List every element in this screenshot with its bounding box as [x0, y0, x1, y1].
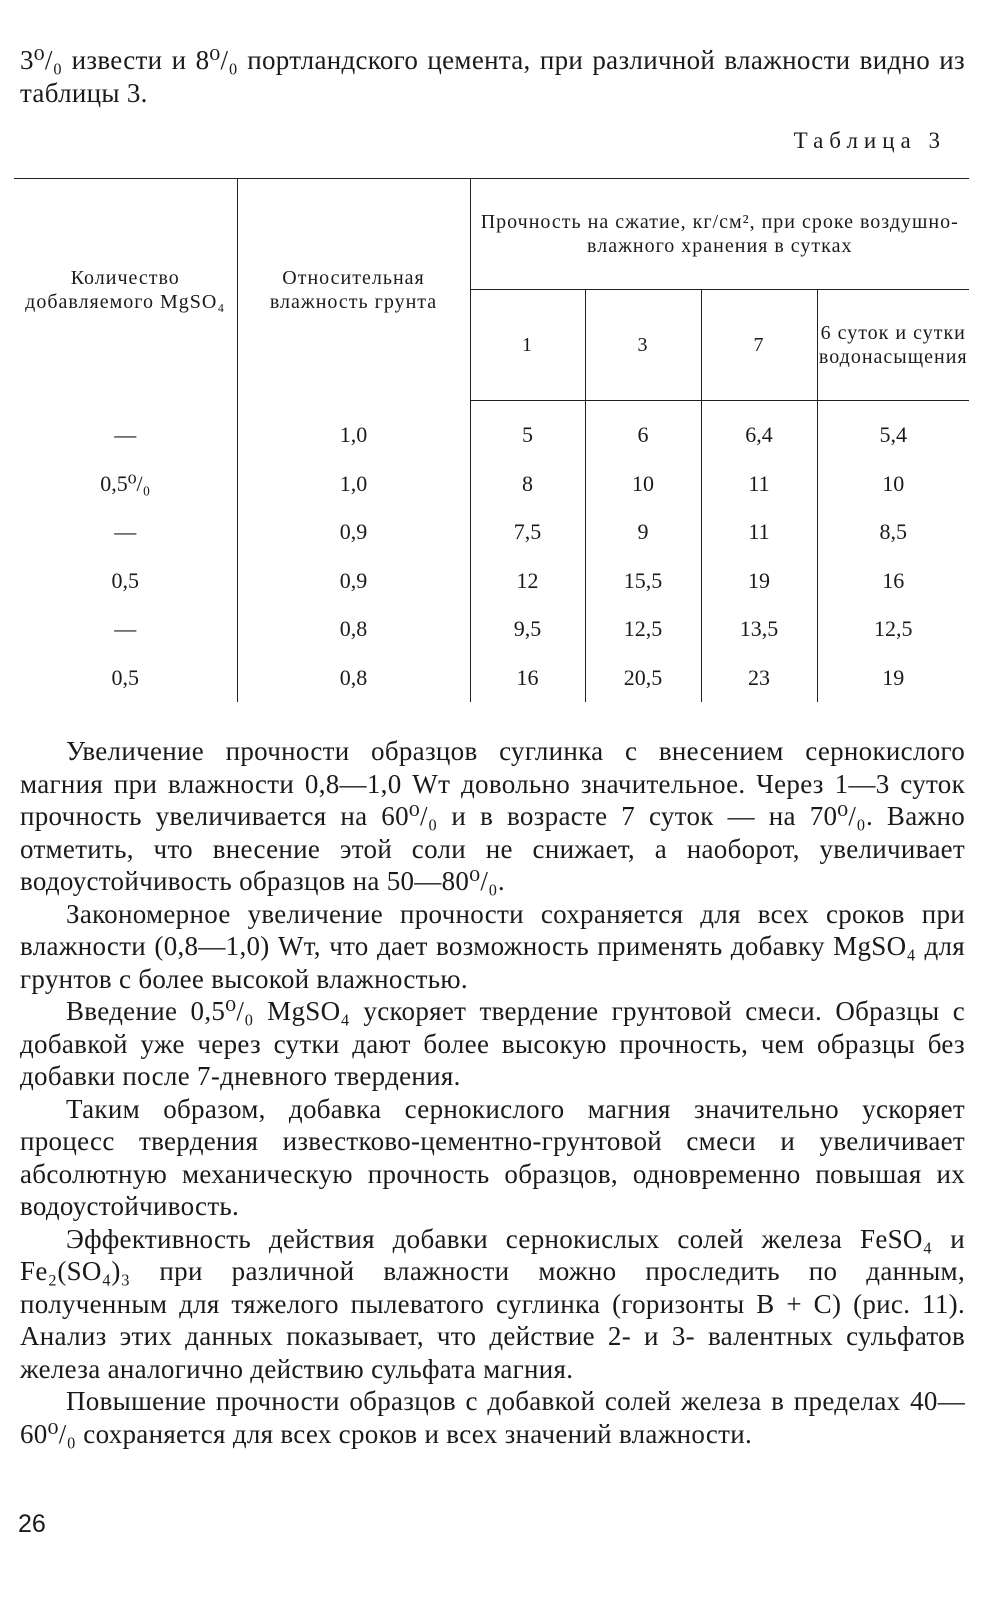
- table-row: [14, 605, 969, 654]
- table-cell: 5: [470, 401, 585, 460]
- data-table: [14, 178, 969, 702]
- table-caption: Таблица 3: [793, 128, 946, 153]
- table-cell: 0,8: [237, 654, 470, 703]
- header-day-3: 3: [585, 290, 701, 401]
- table-row: [14, 460, 969, 509]
- table-cell: 16: [817, 557, 969, 606]
- table-cell: 0,8: [237, 605, 470, 654]
- table-row: [14, 654, 969, 703]
- table-cell: 11: [701, 460, 817, 509]
- table-cell: 23: [701, 654, 817, 703]
- paragraph: Эффективность действия добавки сернокислых солей железа FeSO₄ и Fe₂(SO₄)₃ при различной влажности можно проследить по данным, полученным для тяжелого пылеватого суглинка (горизонты B + C) (рис. 11). Анализ этих данных показывает, что действие 2- и 3- валентных сульфатов железа аналогично действию сульфата магния.: [20, 1223, 965, 1384]
- table-cell: 0,9: [237, 557, 470, 606]
- header-strength-group: Прочность на сжатие, кг/см², при сроке воздушно-влажного хранения в сутках: [470, 179, 969, 290]
- table-cell: 15,5: [585, 557, 701, 606]
- table-cell: 9: [585, 508, 701, 557]
- header-water-saturation: 6 суток и сутки водонасыщения: [817, 290, 969, 401]
- page-number: 26: [18, 1510, 46, 1538]
- table-cell: —: [114, 422, 137, 447]
- table-cell: 1,0: [237, 460, 470, 509]
- table-cell: 10: [585, 460, 701, 509]
- intro-paragraph: 3⁰/₀ извести и 8⁰/₀ портландского цемента, при различной влажности видно из таблицы 3.: [20, 45, 965, 108]
- header-mgso4-amount: Количество добавляемого MgSO₄: [25, 266, 226, 313]
- paragraph: Введение 0,5⁰/₀ MgSO₄ ускоряет твердение грунтовой смеси. Образцы с добавкой уже через сутки дают более высокую прочность, чем образцы без добавки после 7-дневного твердения.: [20, 996, 965, 1091]
- table-cell: 9,5: [470, 605, 585, 654]
- table-cell: 10: [817, 460, 969, 509]
- body-text: [20, 735, 965, 1450]
- table-cell: —: [114, 519, 137, 545]
- table-cell: 0,9: [237, 508, 470, 557]
- table-cell: 12,5: [817, 605, 969, 654]
- table-row: [14, 401, 969, 460]
- table-cell: 11: [701, 508, 817, 557]
- table-cell: 20,5: [585, 654, 701, 703]
- paragraph: Закономерное увеличение прочности сохраняется для всех сроков при влажности (0,8—1,0) Wт, что дает возможность применять добавку MgSO₄ для грунтов с более высокой влажностью.: [20, 898, 965, 994]
- table-cell: 8: [470, 460, 585, 509]
- header-day-1: 1: [470, 290, 585, 401]
- table-cell: 6: [585, 401, 701, 460]
- table-cell: 8,5: [817, 508, 969, 557]
- table-cell: 12: [470, 557, 585, 606]
- paragraph: Таким образом, добавка сернокислого магния значительно ускоряет процесс твердения известково-цементно-грунтовой смеси и увеличивает абсолютную механическую прочность образцов, одновременно повышая их водоустойчивость.: [20, 1093, 965, 1221]
- table-cell: —: [114, 616, 137, 642]
- table-cell: 5,4: [817, 401, 969, 460]
- table-cell: 7,5: [470, 508, 585, 557]
- table-cell: 12,5: [585, 605, 701, 654]
- table-cell: 6,4: [701, 401, 817, 460]
- paragraph: Увеличение прочности образцов суглинка с внесением сернокислого магния при влажности 0,8—1,0 Wт довольно значительное. Через 1—3 суток прочность увеличивается на 60⁰/₀ и в возрасте 7 суток — на 70⁰/₀. Важно отметить, что внесение этой соли не снижает, а наоборот, увеличивает водоустойчивость образцов на 50—80⁰/₀.: [20, 736, 965, 896]
- table-cell: 0,5: [111, 664, 139, 690]
- table-row: [14, 557, 969, 606]
- table-row: [14, 508, 969, 557]
- header-day-7: 7: [701, 290, 817, 401]
- table-cell: 19: [817, 654, 969, 703]
- table-cell: 0,5: [111, 567, 139, 593]
- table-cell: 0,5⁰/₀: [100, 470, 151, 496]
- paragraph: Повышение прочности образцов с добавкой солей железа в пределах 40—60⁰/₀ сохраняется для всех сроков и всех значений влажности.: [20, 1386, 965, 1449]
- table-cell: 1,0: [237, 401, 470, 460]
- table-cell: 19: [701, 557, 817, 606]
- table-cell: 13,5: [701, 605, 817, 654]
- table-cell: 16: [470, 654, 585, 703]
- header-relative-humidity: Относительная влажность грунта: [237, 179, 470, 401]
